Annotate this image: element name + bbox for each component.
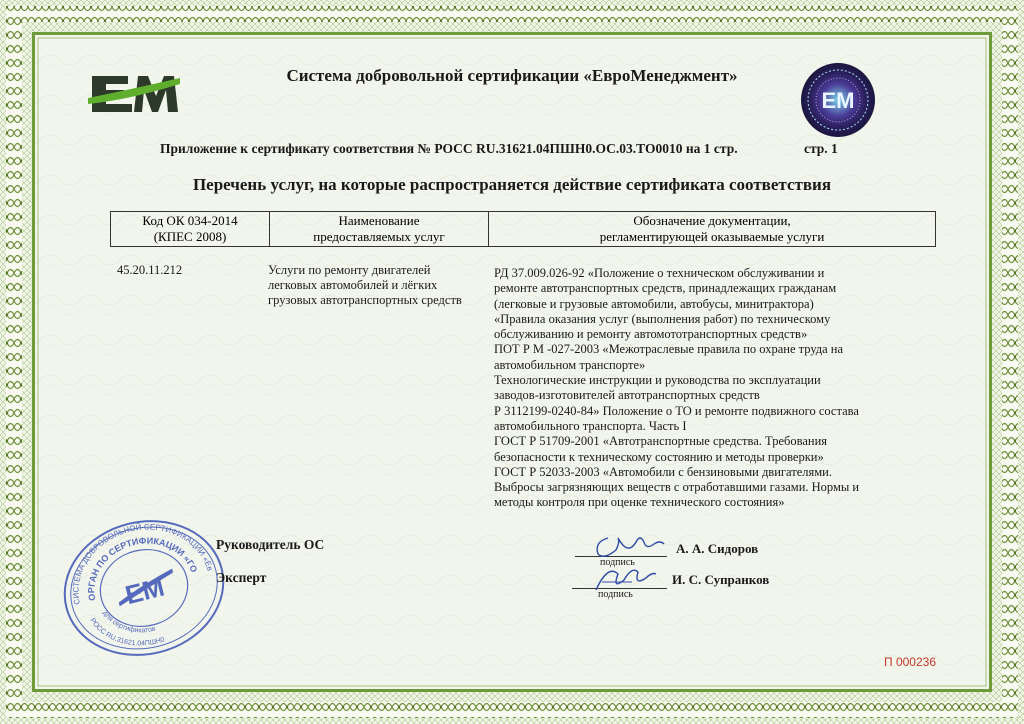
services-list-title: Перечень услуг, на которые распространяется действие сертификата соответствия [192,175,832,194]
service-name: Услуги по ремонту двигателей легковых автомобилей и лёгких грузовых автотранспортных средств [268,263,462,307]
seal-inner-text: ОРГАН ПО СЕРТИФИКАЦИИ «ГОСТЕСТ» [86,535,200,602]
head-signature-caption: подпись [600,557,635,568]
expert-signature-caption: подпись [598,589,633,600]
doc-line: Технологические инструкции и руководства по эксплуатации [494,373,821,388]
expert-label: Эксперт [216,570,267,585]
doc-line: ПОТ Р М -027-2003 «Межотраслевые правила по охране труда на [494,342,844,357]
doc-line: автомобильного транспорта. Часть I [494,418,687,433]
head-of-body-label: Руководитель ОС [216,537,325,552]
doc-line: обслуживанию и ремонту автомототранспортных средств» [494,327,808,342]
doc-line: ГОСТ Р 52033-2003 «Автомобили с бензиновыми двигателями. [494,464,832,479]
head-signature [588,528,668,564]
doc-line: безопасности к техническому состоянию и методы проверки» [494,449,824,464]
hologram-sticker [800,62,876,138]
appendix-text: Приложение к сертификату соответствия № РОСС RU.31621.04ПШН0.ОС.03.ТО0010 на 1 стр. [160,141,738,156]
expert-signature [588,560,658,596]
doc-line: Р 3112199-0240-84» Положение о ТО и ремонте подвижного состава [494,403,859,418]
seal-outer-text: СИСТЕМА ДОБРОВОЛЬНОЙ СЕРТИФИКАЦИИ «ЕвроМенеджмент» [71,522,215,606]
service-code: 45.20.11.212 [117,263,183,277]
doc-line: ремонте автотранспортных средств, принадлежащих гражданам [494,281,837,296]
doc-line: ГОСТ Р 51709-2001 «Автотранспортные средства. Требования [494,434,828,449]
doc-line: Выбросы загрязняющих веществ с отработавшими газами. Нормы и [494,480,860,495]
certification-seal [58,518,230,658]
seal-bottom-text: для сертификатов [101,609,157,635]
column-header-service: Наименование предоставляемых услуг [270,212,489,247]
documentation-list [494,266,894,511]
expert-name: И. С. Супранков [672,572,770,587]
doc-line: «Правила оказания услуг (выполнения работ) по техническому [494,311,831,326]
seal-center-text: EM [122,571,168,611]
doc-line: (легковые и грузовые автомобили, автобусы, минитрактора) [494,296,814,311]
appendix-line [160,141,860,157]
doc-line: автомобильном транспорте» [494,357,646,372]
services-table-header [110,211,936,247]
column-header-code: Код ОК 034-2014 (КПЕС 2008) [111,212,270,247]
system-title: Система добровольной сертификации «ЕвроМенеджмент» [286,66,738,85]
seal-reg-text: РОСС RU.31621.04ПШН0 [88,617,166,648]
page-number: стр. 1 [804,141,838,156]
doc-line: РД 37.009.026-92 «Положение о техническом обслуживании и [494,266,825,280]
column-header-documentation: Обозначение документации, регламентирующей оказываемые услуги [489,212,936,247]
doc-line: методы контроля при оценке технического состояния» [494,495,785,510]
svg-text:EM: EM [821,88,855,113]
doc-line: заводов-изготовителей автотранспортных средств [494,388,760,403]
serial-number: П 000236 [884,655,937,669]
head-name: А. А. Сидоров [676,541,759,556]
